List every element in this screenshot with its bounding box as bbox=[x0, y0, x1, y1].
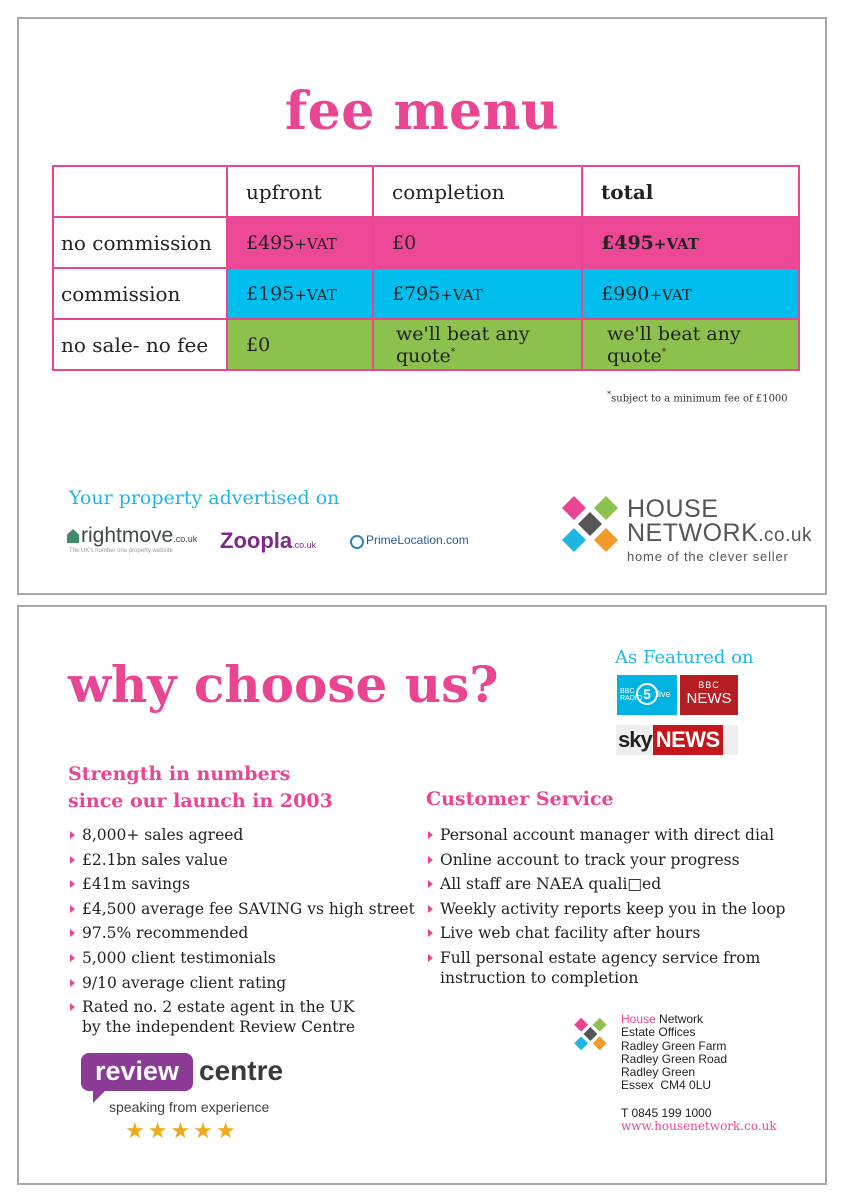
advertised-heading: Your property advertised on bbox=[69, 487, 340, 509]
primelocation-wordmark: PrimeLocation.com bbox=[366, 533, 469, 547]
strength-list bbox=[68, 825, 418, 1042]
total-value: £990 bbox=[601, 282, 650, 305]
upfront-value: £495 bbox=[246, 231, 295, 254]
list-item: £4,500 average fee SAVING vs high street bbox=[68, 899, 418, 919]
footnote-text: subject to a minimum fee of £1000 bbox=[611, 393, 788, 405]
fee-row-no-sale-no-fee bbox=[53, 319, 799, 370]
brand-couk: .co.uk bbox=[758, 525, 812, 546]
address-phone: T 0845 199 1000 bbox=[621, 1105, 712, 1120]
why-title: why choose us? bbox=[68, 655, 499, 714]
vat-suffix: +VAT bbox=[649, 285, 692, 304]
fee-menu-card bbox=[17, 17, 827, 595]
upfront-value: £195 bbox=[246, 282, 295, 305]
row-label: no sale- no fee bbox=[53, 319, 227, 370]
primelocation-ring-icon bbox=[350, 535, 364, 549]
fee-row-no-commission bbox=[53, 217, 799, 268]
vat-suffix: +VAT bbox=[294, 285, 337, 304]
bbc5-bbc: BBC bbox=[620, 688, 635, 695]
header-upfront: upfront bbox=[227, 166, 373, 217]
upfront-cell bbox=[227, 319, 373, 370]
footnote bbox=[607, 389, 788, 404]
bbc-radio5-logo bbox=[617, 675, 677, 715]
list-item: 9/10 average client rating bbox=[68, 973, 418, 993]
primelocation-logo bbox=[350, 533, 469, 549]
strength-line1: Strength in numbers bbox=[68, 763, 291, 785]
strength-heading bbox=[68, 761, 333, 815]
why-choose-us-card bbox=[17, 605, 827, 1185]
address-block bbox=[621, 1013, 777, 1133]
bbc-news-logo bbox=[680, 675, 738, 715]
review-centre-wordmark: centre bbox=[199, 1055, 284, 1086]
asterisk: * bbox=[661, 347, 667, 358]
total-cell bbox=[582, 217, 799, 268]
brand-tagline: home of the clever seller bbox=[627, 549, 789, 564]
bbc5-radio: RADIO bbox=[620, 695, 643, 702]
completion-cell bbox=[373, 319, 582, 370]
sky-news-wordmark: NEWS bbox=[653, 725, 723, 755]
address-line: Radley Green Road bbox=[621, 1051, 728, 1066]
total-value: £495 bbox=[601, 231, 654, 254]
vat-suffix: +VAT bbox=[440, 285, 483, 304]
bbc5-live: live bbox=[657, 689, 671, 699]
address-line: Radley Green Farm bbox=[621, 1038, 727, 1053]
rightmove-couk: .co.uk bbox=[173, 534, 198, 544]
list-item: Live web chat facility after hours bbox=[426, 923, 806, 943]
list-item: 8,000+ sales agreed bbox=[68, 825, 418, 845]
brand-line2 bbox=[627, 521, 812, 548]
fee-table bbox=[52, 165, 800, 371]
fee-menu-title: fee menu bbox=[284, 81, 560, 142]
rightmove-logo bbox=[67, 524, 197, 554]
review-centre-tagline: speaking from experience bbox=[109, 1099, 270, 1115]
sky-news-logo bbox=[616, 725, 738, 755]
bbc5-five: 5 bbox=[636, 683, 658, 705]
address-network: Network bbox=[655, 1012, 704, 1026]
list-item: £41m savings bbox=[68, 874, 418, 894]
total-value: we'll beat any quote bbox=[607, 322, 741, 367]
vat-suffix: +VAT bbox=[294, 234, 337, 253]
review-bubble-tail bbox=[93, 1089, 107, 1103]
list-item: Personal account manager with direct dial bbox=[426, 825, 806, 845]
footnote-mark: * bbox=[607, 389, 612, 399]
address-company bbox=[621, 1013, 777, 1026]
star-rating-icon: ★★★★★ bbox=[125, 1119, 239, 1144]
rightmove-tagline: The UK's number one property website bbox=[69, 548, 173, 554]
list-item: Online account to track your progress bbox=[426, 850, 806, 870]
zoopla-logo bbox=[220, 528, 316, 554]
upfront-cell bbox=[227, 217, 373, 268]
address-house: House bbox=[621, 1012, 656, 1026]
sky-wordmark: sky bbox=[618, 727, 652, 752]
vat-suffix: +VAT bbox=[653, 234, 699, 253]
header-total: total bbox=[582, 166, 799, 217]
fee-row-commission bbox=[53, 268, 799, 319]
house-network-diamond-icon bbox=[560, 494, 622, 554]
list-item: All staff are NAEA quali□ed bbox=[426, 874, 806, 894]
rightmove-wordmark: rightmove bbox=[81, 524, 174, 547]
list-item: £2.1bn sales value bbox=[68, 850, 418, 870]
website-link[interactable]: www.housenetwork.co.uk bbox=[621, 1119, 777, 1134]
bbcnews-news: NEWS bbox=[686, 690, 732, 707]
completion-value: we'll beat any quote bbox=[396, 322, 530, 367]
rightmove-house-icon bbox=[67, 529, 79, 543]
house-network-wordmark bbox=[627, 497, 812, 564]
upfront-value: £0 bbox=[246, 333, 271, 356]
strength-line2: since our launch in 2003 bbox=[68, 790, 333, 812]
review-bubble: review bbox=[81, 1053, 193, 1091]
completion-value: £0 bbox=[392, 231, 417, 254]
zoopla-couk: .co.uk bbox=[292, 540, 317, 550]
address-line: Essex CM4 0LU bbox=[621, 1078, 712, 1093]
house-network-diamond-icon bbox=[573, 1016, 609, 1052]
row-label: no commission bbox=[53, 217, 227, 268]
customer-service-list bbox=[426, 825, 806, 993]
bbcnews-bbc: BBC bbox=[698, 680, 720, 690]
customer-service-heading: Customer Service bbox=[426, 788, 614, 810]
featured-heading: As Featured on bbox=[615, 647, 754, 668]
fee-table-corner bbox=[53, 166, 227, 217]
completion-cell bbox=[373, 268, 582, 319]
total-cell bbox=[582, 319, 799, 370]
list-item: Rated no. 2 estate agent in the UK by the independent Review Centre bbox=[68, 997, 372, 1037]
list-item: 97.5% recommended bbox=[68, 923, 418, 943]
upfront-cell bbox=[227, 268, 373, 319]
header-completion: completion bbox=[373, 166, 582, 217]
list-item: 5,000 client testimonials bbox=[68, 948, 418, 968]
row-label: commission bbox=[53, 268, 227, 319]
brand-line1: HOUSE bbox=[627, 495, 719, 523]
list-item: Full personal estate agency service from instruction to completion bbox=[426, 948, 780, 988]
asterisk: * bbox=[450, 347, 456, 358]
brand-network: NETWORK bbox=[627, 519, 759, 547]
completion-value: £795 bbox=[392, 282, 441, 305]
zoopla-wordmark: Zoopla bbox=[220, 528, 293, 553]
total-cell bbox=[582, 268, 799, 319]
address-line: Radley Green bbox=[621, 1065, 696, 1080]
address-line: Estate Offices bbox=[621, 1025, 696, 1040]
list-item: Weekly activity reports keep you in the loop bbox=[426, 899, 806, 919]
fee-table-header-row bbox=[53, 166, 799, 217]
completion-cell bbox=[373, 217, 582, 268]
